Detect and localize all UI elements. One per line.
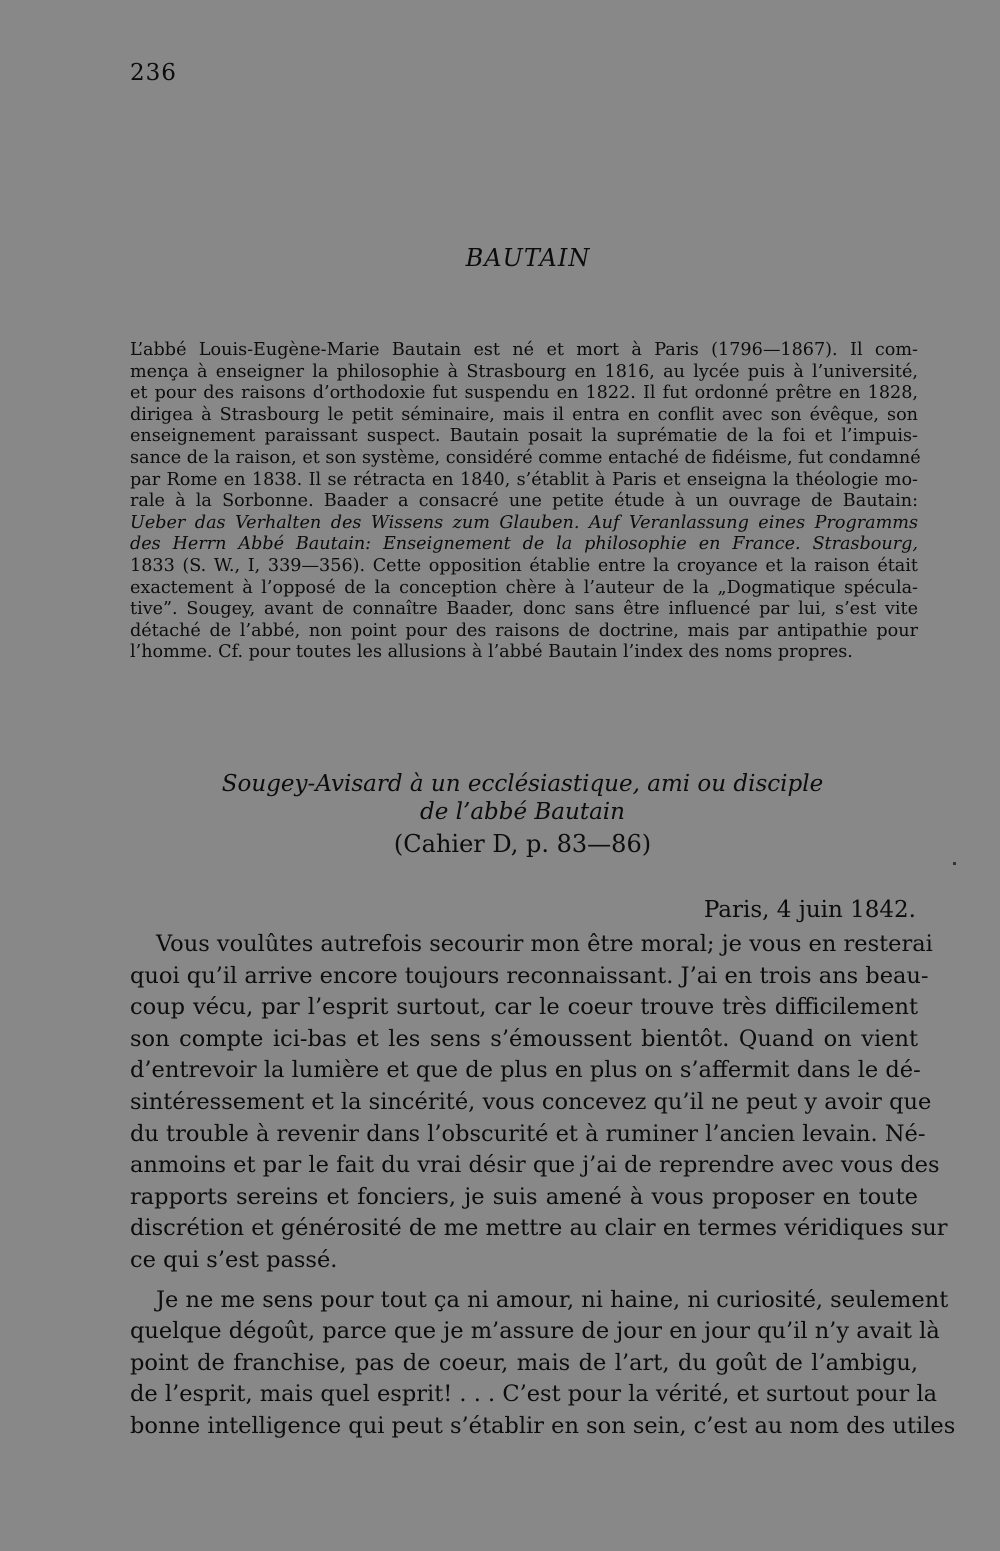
intro-line: l’homme. Cf. pour toutes les allusions à l’abbé Bautain l’index des noms propres.	[130, 642, 853, 663]
body-line: son compte ici-bas et les sens s’émoussent bientôt. Quand on vient	[130, 1025, 918, 1052]
intro-line: des Herrn Abbé Bautain: Enseignement de la philosophie en France. Strasbourg,	[130, 534, 918, 555]
body-line: Je ne me sens pour tout ça ni amour, ni haine, ni curiosité, seulement	[156, 1286, 949, 1313]
intro-line: Ueber das Verhalten des Wissens zum Glauben. Auf Veranlassung eines Programms	[130, 512, 918, 533]
letter-title-line2: de l’abbé Bautain	[420, 799, 625, 825]
page-number: 236	[130, 60, 177, 86]
intro-line: 1833 (S. W., I, 339—356). Cette opposition établie entre la croyance et la raison était	[130, 555, 918, 576]
intro-line: enseignement paraissant suspect. Bautain posait la suprématie de la foi et l’impuis-	[130, 426, 918, 447]
intro-line: mença à enseigner la philosophie à Strasbourg en 1816, au lycée puis à l’université,	[130, 361, 918, 382]
letter-source: (Cahier D, p. 83—86)	[393, 830, 652, 858]
intro-line: détaché de l’abbé, non point pour des raisons de doctrine, mais par antipathie pour	[130, 620, 918, 641]
letter-heading	[0, 770, 1000, 860]
body-line: coup vécu, par l’esprit surtout, car le coeur trouve très difficilement	[130, 994, 918, 1021]
body-line: sintéressement et la sincérité, vous concevez qu’il ne peut y avoir que	[130, 1088, 932, 1115]
intro-line: L’abbé Louis-Eugène-Marie Bautain est né et mort à Paris (1796—1867). Il com-	[130, 340, 918, 360]
letter-body	[130, 929, 956, 1443]
body-line: discrétion et générosité de me mettre au clair en termes véridiques sur	[130, 1215, 948, 1242]
body-line: bonne intelligence qui peut s’établir en son sein, c’est au nom des utiles	[130, 1412, 956, 1439]
intro-line: rale à la Sorbonne. Baader a consacré une petite étude à un ouvrage de Bautain:	[130, 491, 918, 512]
letter-title: Sougey-Avisard à un ecclésiastique, ami ou disciple	[221, 771, 824, 797]
body-line: rapports sereins et fonciers, je suis amené à vous proposer en toute	[130, 1183, 918, 1210]
body-line: d’entrevoir la lumière et que de plus en plus on s’affermit dans le dé-	[130, 1057, 921, 1084]
intro-line: dirigea à Strasbourg le petit séminaire, mais il entra en conflit avec son évêque, son	[130, 404, 918, 425]
intro-line: tive”. Sougey, avant de connaître Baader, donc sans être influencé par lui, s’est vite	[130, 599, 918, 620]
dateline: Paris, 4 juin 1842.	[703, 897, 916, 923]
intro-line: sance de la raison, et son système, considéré comme entaché de fidéisme, fut condamné	[130, 447, 921, 468]
body-line: quoi qu’il arrive encore toujours reconnaissant. J’ai en trois ans beau-	[130, 962, 929, 989]
body-line: ce qui s’est passé.	[130, 1246, 338, 1273]
intro-line: et pour des raisons d’orthodoxie fut suspendu en 1822. Il fut ordonné prêtre en 1828,	[130, 383, 918, 404]
intro-note	[130, 340, 921, 664]
intro-line: exactement à l’opposé de la conception chère à l’auteur de la „Dogmatique spécula-	[130, 577, 918, 598]
speck-mark	[953, 862, 956, 865]
body-line: de l’esprit, mais quel esprit! . . . C’est pour la vérité, et surtout pour la	[130, 1381, 938, 1408]
intro-line: par Rome en 1838. Il se rétracta en 1840, s’établit à Paris et enseigna la théologie mo-	[130, 469, 918, 490]
body-line: Vous voulûtes autrefois secourir mon être moral; je vous en resterai	[156, 931, 933, 957]
body-line: du trouble à revenir dans l’obscurité et à ruminer l’ancien levain. Né-	[130, 1120, 926, 1147]
body-line: quelque dégoût, parce que je m’assure de jour en jour qu’il n’y avait là	[130, 1318, 940, 1345]
body-line: point de franchise, pas de coeur, mais de l’art, du goût de l’ambigu,	[130, 1349, 918, 1376]
body-line: anmoins et par le fait du vrai désir que j’ai de reprendre avec vous des	[130, 1152, 940, 1179]
section-title: BAUTAIN	[465, 244, 591, 272]
